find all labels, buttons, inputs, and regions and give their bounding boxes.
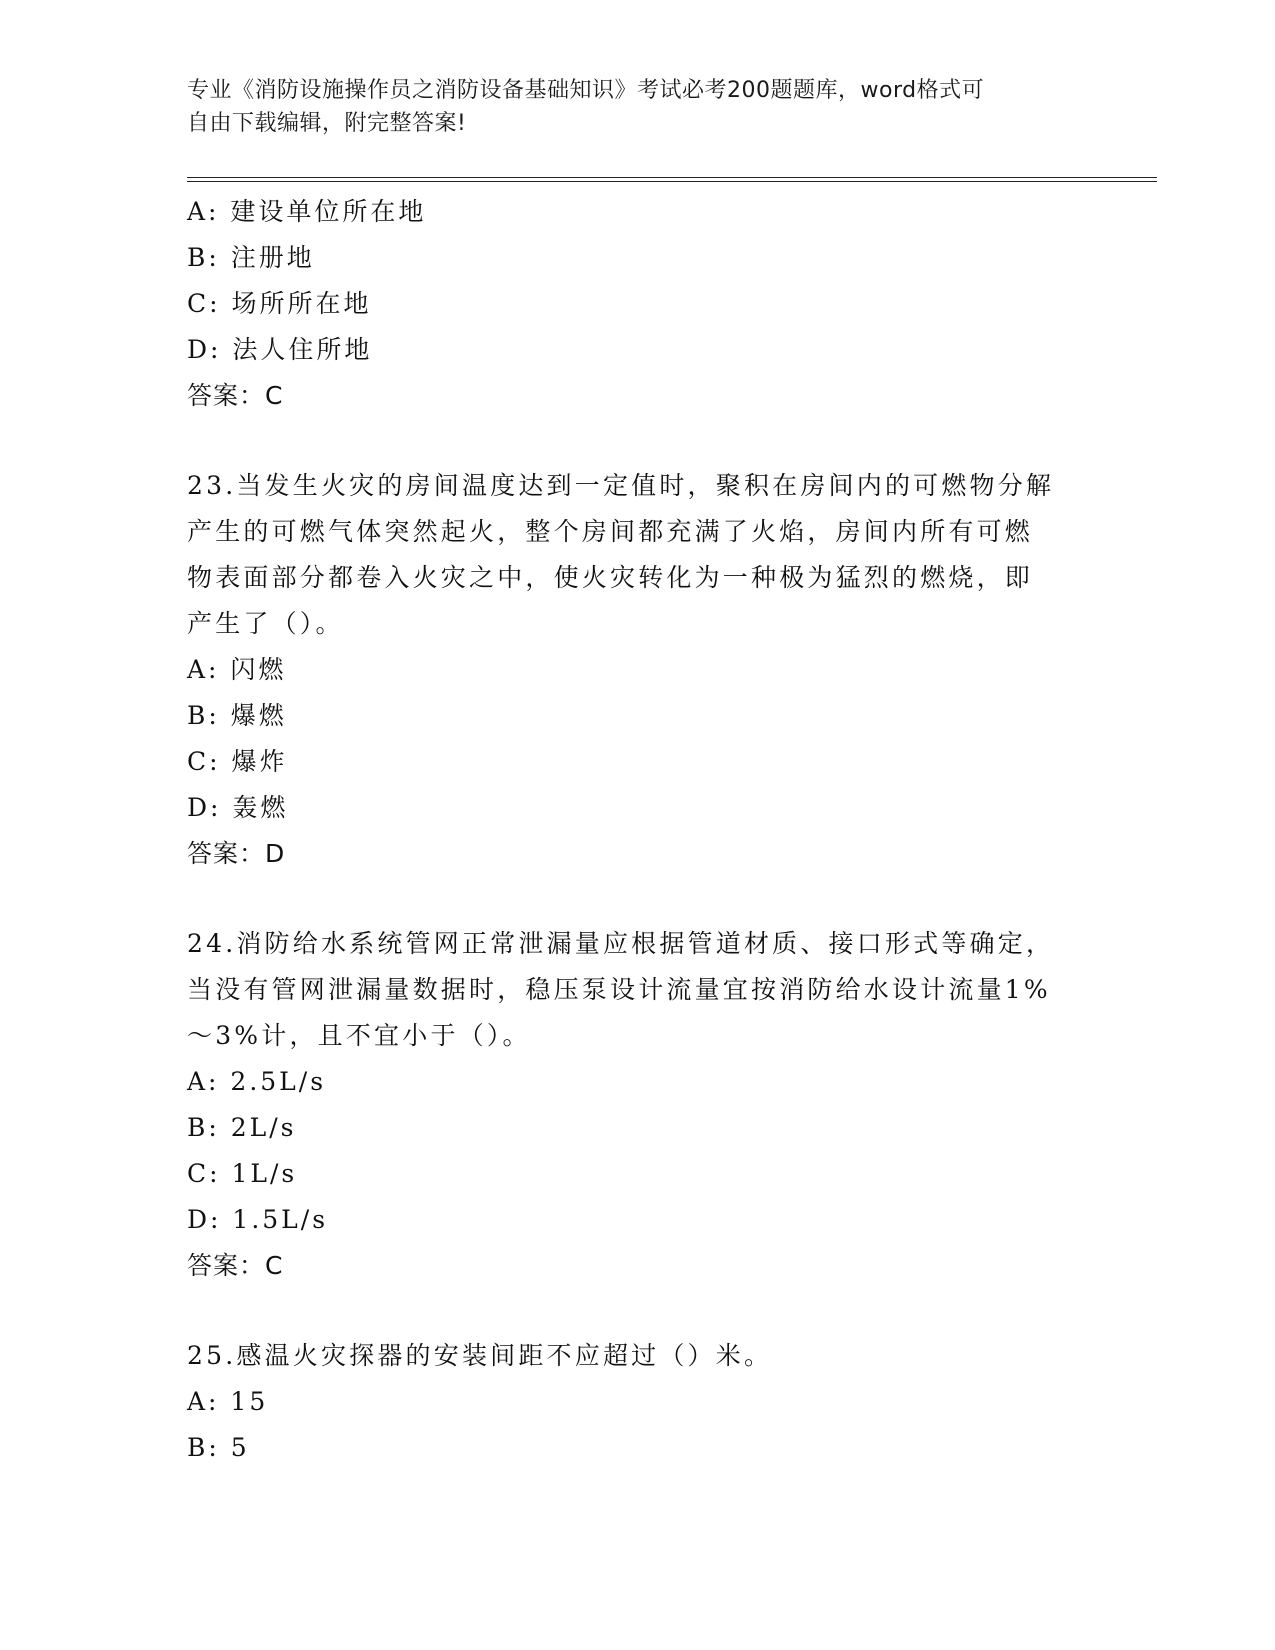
question-list [187,189,1087,1471]
option-b: B: 2L/s [187,1113,297,1142]
stem-line: 产生的可燃气体突然起火，整个房间都充满了火焰，房间内所有可燃 [187,517,1034,546]
answer-line: 答案：C [187,381,284,410]
option-d: D: 1.5L/s [187,1205,329,1234]
question-22-options [187,189,1087,419]
option-a: A: 建设单位所在地 [187,197,427,226]
stem-line: 24.消防给水系统管网正常泄漏量应根据管道材质、接口形式等确定， [187,929,1055,958]
option-c: C: 爆炸 [187,747,288,776]
stem-line: 23.当发生火灾的房间温度达到一定值时，聚积在房间内的可燃物分解 [187,471,1055,500]
document-header [187,74,1067,140]
question-25 [187,1333,1087,1471]
header-line-2: 自由下载编辑，附完整答案! [187,111,467,136]
answer-line: 答案：C [187,1251,284,1280]
answer-line: 答案：D [187,839,286,868]
header-divider-top [187,177,1157,178]
option-b: B: 爆燃 [187,701,287,730]
option-b: B: 5 [187,1433,250,1462]
option-a: A: 15 [187,1387,269,1416]
question-stem [187,463,1087,647]
option-d: D: 法人住所地 [187,335,373,364]
option-c: C: 1L/s [187,1159,298,1188]
stem-line: ～3%计，且不宜小于（）。 [187,1021,531,1050]
question-stem [187,1333,1087,1379]
stem-line: 产生了（）。 [187,609,344,638]
question-23 [187,463,1087,877]
header-line-1: 专业《消防设施操作员之消防设备基础知识》考试必考200题题库，word格式可 [187,78,985,103]
question-stem [187,921,1087,1059]
stem-line: 物表面部分都卷入火灾之中，使火灾转化为一种极为猛烈的燃烧，即 [187,563,1034,592]
question-24 [187,921,1087,1289]
option-b: B: 注册地 [187,243,315,272]
header-divider-bottom [187,181,1157,182]
option-a: A: 2.5L/s [187,1067,327,1096]
stem-line: 25.感温火灾探器的安装间距不应超过（）米。 [187,1341,773,1370]
stem-line: 当没有管网泄漏量数据时，稳压泵设计流量宜按消防给水设计流量1% [187,975,1051,1004]
option-c: C: 场所所在地 [187,289,372,318]
option-a: A: 闪燃 [187,655,287,684]
option-d: D: 轰燃 [187,793,289,822]
